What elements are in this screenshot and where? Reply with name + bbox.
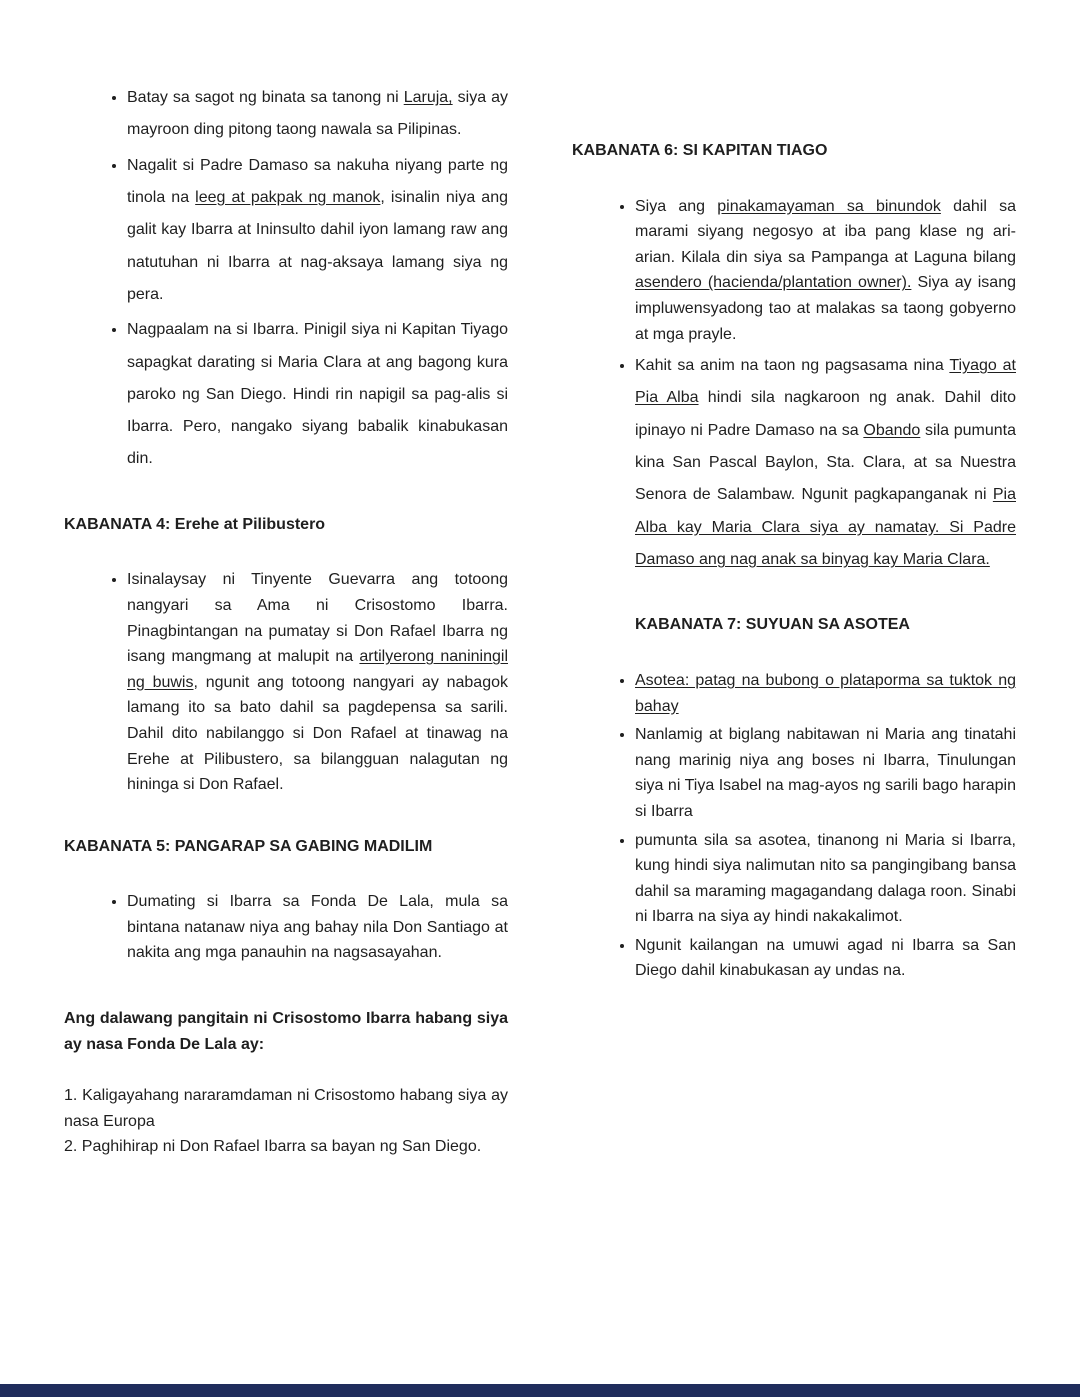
bullet-item	[127, 889, 508, 966]
text-run: sila pumunta kina San Pascal Baylon, Sta. Clara, at sa Nuestra Senora de Salambaw. Ngunit pagkapanganak ni	[635, 421, 1016, 504]
underlined-text: artilyerong naniningil ng buwis	[127, 648, 508, 691]
section-heading: KABANATA 6: SI KAPITAN TIAGO	[572, 142, 828, 159]
page-bottom-bar	[0, 1384, 1080, 1397]
right-column	[572, 82, 1016, 1160]
section-heading: KABANATA 4: Erehe at Pilibustero	[64, 515, 326, 533]
numbered-item: 1. Kaligayahang nararamdaman ni Crisostomo habang siya ay nasa Europa	[64, 1087, 508, 1130]
underlined-text: Tiyago at Pia Alba	[635, 357, 1016, 407]
bullet-item	[127, 82, 508, 147]
bullet-list	[572, 668, 1016, 984]
bullet-item	[635, 194, 1016, 348]
text-run: hindi sila nagkaroon ng anak. Dahil dito ipinayo ni Padre Damaso na sa	[635, 389, 1016, 439]
text-run: Batay sa sagot ng binata sa tanong ni	[127, 89, 404, 106]
underlined-text: leeg at pakpak ng manok	[195, 188, 381, 206]
text-run: Siya ang	[635, 197, 718, 215]
text-run: Kahit sa anim na taon ng pagsasama nina	[635, 357, 950, 375]
bullet-item	[635, 933, 1016, 984]
bullet-item	[635, 668, 1016, 719]
section-heading: KABANATA 5: PANGARAP SA GABING MADILIM	[64, 837, 433, 855]
text-run: Siya ay isang impluwensyadong tao at malakas sa taong gobyerno at mga prayle.	[635, 274, 1017, 343]
section-heading: KABANATA 7: SUYUAN SA ASOTEA	[635, 616, 910, 634]
bullet-list	[64, 567, 508, 797]
numbered-item: 2. Paghihirap ni Don Rafael Ibarra sa bayan ng San Diego.	[64, 1138, 482, 1156]
text-run: Isinalaysay ni Tinyente Guevarra ang totoong nangyari sa Ama ni Crisostomo Ibarra. Pinagbintangan na pumatay si Don Rafael Ibarra ng isang mangmang at malupit na	[127, 571, 508, 666]
text-run: Nagpaalam na si Ibarra. Pinigil siya ni Kapitan Tiyago sapagkat darating si Maria Clara at ang bagong kura paroko ng San Diego. Hindi rin napigil sa pag-alis si Ibarra. Pero, nangako siyang babalik kinabukasan din.	[127, 321, 508, 468]
bold-paragraph: Ang dalawang pangitain ni Crisostomo Ibarra habang siya ay nasa Fonda De Lala ay:	[64, 1010, 508, 1053]
bullet-list	[64, 889, 508, 966]
underlined-text: Pia Alba kay Maria Clara siya ay namatay. Si Padre Damaso ang nag anak sa binyag kay Maria Clara.	[635, 486, 1016, 569]
bullet-list	[572, 194, 1016, 577]
text-run: siya ay mayroon ding pitong taong nawala sa Pilipinas.	[127, 89, 508, 139]
bullet-item	[635, 828, 1016, 930]
underlined-text: pinakamayaman sa binundok	[717, 197, 941, 215]
underlined-text: asendero (hacienda/plantation owner).	[635, 274, 912, 292]
text-run: pumunta sila sa asotea, tinanong ni Maria si Ibarra, kung hindi siya nalimutan nito sa pangingibang bansa dahil sa maraming magagandang dalaga roon. Sinabi ni Ibarra na siya ay hindi nakakalimot.	[635, 831, 1016, 926]
text-run: dahil sa marami siyang negosyo at iba pang klase ng ari-arian. Kilala din siya sa Pampanga at Laguna bilang	[635, 197, 1016, 266]
bullet-item	[635, 350, 1016, 576]
bullet-list	[64, 82, 508, 476]
underlined-text: Obando	[863, 421, 921, 439]
numbered-list	[64, 1083, 508, 1160]
text-run: , isinalin niya ang galit kay Ibarra at Ininsulto dahil iyon lamang raw ang natutuhan ni Ibarra at nag-aksaya lamang siya ng pera.	[127, 188, 509, 303]
bullet-item	[127, 314, 508, 476]
text-run: Ngunit kailangan na umuwi agad ni Ibarra sa San Diego dahil kinabukasan ay undas na.	[635, 936, 1016, 980]
text-run: Dumating si Ibarra sa Fonda De Lala, mula sa bintana natanaw niya ang bahay nila Don Santiago at nakita ang mga panauhin na nagsasayahan.	[127, 893, 508, 962]
text-run: Nagalit si Padre Damaso sa nakuha niyang parte ng tinola na	[127, 156, 508, 206]
left-column	[64, 82, 508, 1160]
bullet-item	[127, 150, 508, 312]
underlined-text: Asotea: patag na bubong o plataporma sa tuktok ng bahay	[635, 671, 1016, 715]
bullet-item	[635, 722, 1016, 824]
underlined-text: Laruja,	[403, 89, 453, 106]
text-run: Nanlamig at biglang nabitawan ni Maria ang tinatahi nang marinig niya ang boses ni Ibarra, Tinulungan siya ni Tiya Isabel na mag-ayos ng sarili bago harapin si Ibarra	[635, 726, 1016, 820]
text-run: , ngunit ang totoong nangyari ay nabagok lamang ito sa bato dahil sa pagdepensa sa sarili. Dahil dito nabilanggo si Don Rafael at tinawag na Erehe at Pilibustero, sa bilangguan nalagutan ng hininga si Don Rafael.	[127, 673, 509, 794]
bullet-item	[127, 567, 508, 797]
